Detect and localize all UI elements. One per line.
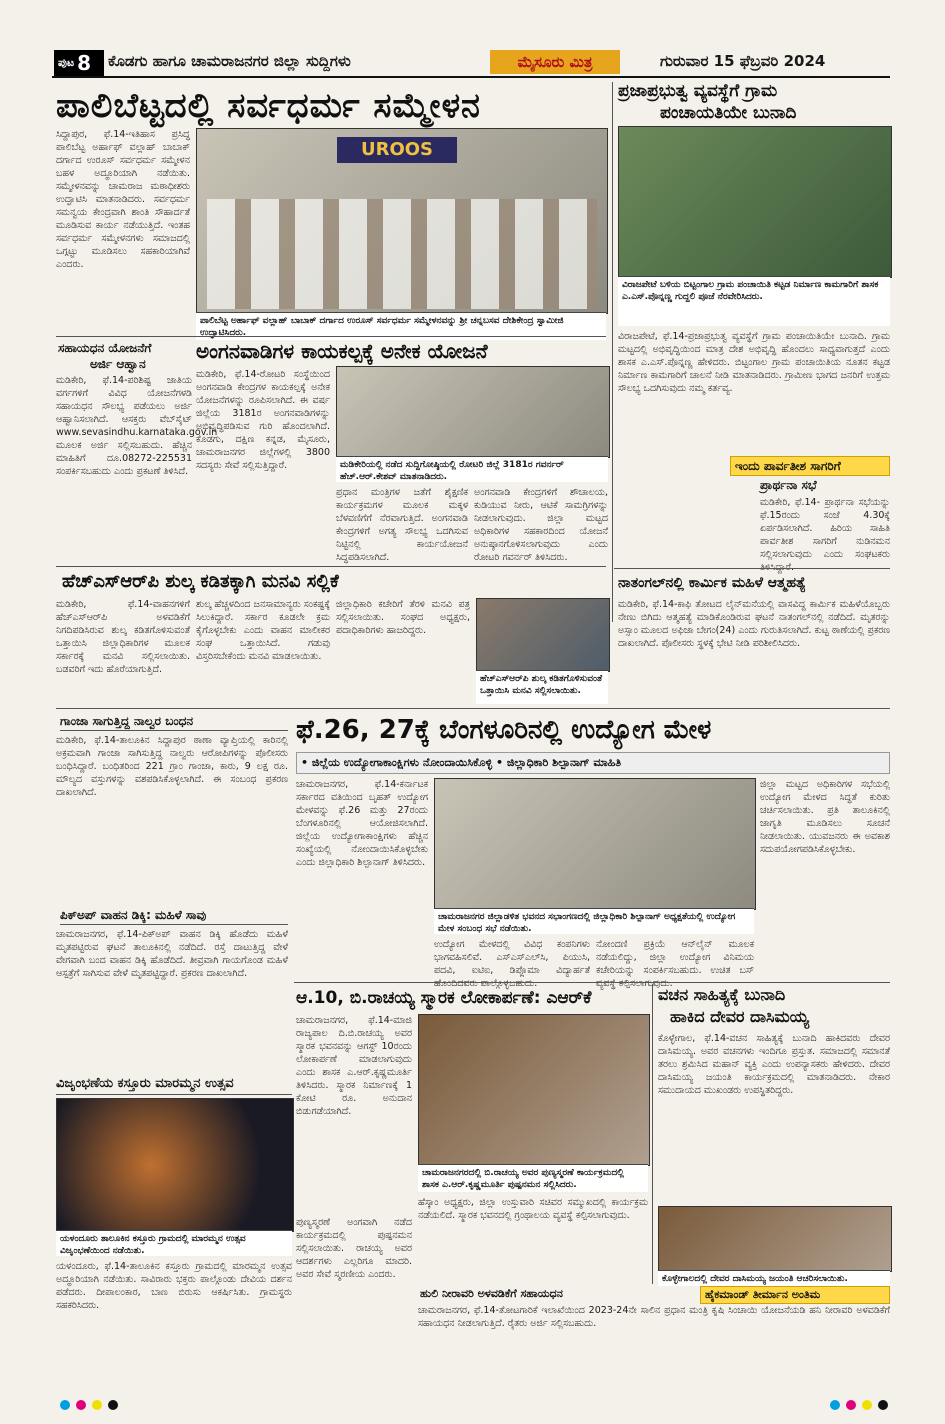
divider: [56, 566, 606, 567]
prayer-headline-2: ಪ್ರಾರ್ಥನಾ ಸಭೆ: [760, 478, 817, 492]
memorial-photo-caption: ಚಾಮರಾಜನಗರದಲ್ಲಿ ಬಿ.ರಾಚಯ್ಯ ಅವರ ಪುಣ್ಯಸ್ಮರಣೆ ಕಾರ್ಯಕ್ರಮದಲ್ಲಿ ಶಾಸಕ ಎ.ಆರ್.ಕೃಷ್ಣಮೂರ್ತಿ ಪುಷ್ಪನಮನ ಸಲ್ಲಿಸಿದರು.: [418, 1164, 648, 1192]
hsrp-col-1: ಮಡಿಕೇರಿ, ಫೆ.14-ವಾಹನಗಳಿಗೆ ಹೆಚ್‌ಎಸ್‌ಆರ್‌ಪಿ ಅಳವಡಿಕೆಗೆ ನಿಗದಿಪಡಿಸಿರುವ ಶುಲ್ಕ ಕಡಿತಗೊಳಿಸುವಂತೆ ಒತ್ತಾಯಿಸಿ ಜಿಲ್ಲಾಧಿಕಾರಿಗಳ ಮೂಲಕ ಸರ್ಕಾರಕ್ಕೆ ಮನವಿ ಸಲ್ಲಿಸಲಾಯಿತು. ಬಡವರಿಗೆ ಇದು ಹೊರೆಯಾಗುತ್ತಿದೆ.: [56, 599, 190, 675]
vachana-body: ಕೊಳ್ಳೇಗಾಲ, ಫೆ.14-ವಚನ ಸಾಹಿತ್ಯಕ್ಕೆ ಬುನಾದಿ ಹಾಕಿದವರು ದೇವರ ದಾಸಿಮಯ್ಯ. ಅವರ ವಚನಗಳು ಇಂದಿಗೂ ಪ್ರಸ್ತುತ. ಸಮಾಜದಲ್ಲಿ ಸಮಾನತೆ ತರಲು ಶ್ರಮಿಸಿದ ಮಹಾನ್ ವ್ಯಕ್ತಿ ಎಂದು ಉಪನ್ಯಾಸಕರು ಹೇಳಿದರು. ದೇವರ ದಾಸಿಮಯ್ಯ ಜಯಂತಿ ಕಾರ್ಯಕ್ರಮದಲ್ಲಿ ಮಾತನಾಡಿದರು. ನೇಕಾರ ಸಮುದಾಯದ ಮುಖಂಡರು ಉಪಸ್ಥಿತರಿದ್ದರು.: [658, 1033, 890, 1096]
highcommand-headline: ಹೈಕಮಾಂಡ್ ತೀರ್ಮಾನ ಅಂತಿಮ: [700, 1286, 890, 1304]
jobfair-col-3: ನೋಂದಣಿ ಪ್ರಕ್ರಿಯೆ ಆನ್‌ಲೈನ್ ಮೂಲಕ ನಡೆಯಲಿದ್ದು, ಜಿಲ್ಲಾ ಉದ್ಯೋಗ ವಿನಿಮಯ ಕಚೇರಿಯನ್ನು ಸಂಪರ್ಕಿಸಬಹುದು. ಉಚಿತ ಬಸ್ ವ್ಯವಸ್ಥೆ ಕಲ್ಪಿಸಲಾಗುವುದು.: [596, 939, 754, 989]
jobfair-deck: • ಜಿಲ್ಲೆಯ ಉದ್ಯೋಗಾಕಾಂಕ್ಷಿಗಳು ನೋಂದಾಯಿಸಿಕೊಳ್ಳಿ • ಜಿಲ್ಲಾಧಿಕಾರಿ ಶಿಲ್ಪಾನಾಗ್ ಮಾಹಿತಿ: [296, 752, 890, 774]
ganja-body: ಮಡಿಕೇರಿ, ಫೆ.14-ತಾಲೂಕಿನ ಸಿದ್ದಾಪುರ ಠಾಣಾ ವ್ಯಾಪ್ತಿಯಲ್ಲಿ ಕಾರಿನಲ್ಲಿ ಅಕ್ರಮವಾಗಿ ಗಾಂಜಾ ಸಾಗಿಸುತ್ತಿದ್ದ ನಾಲ್ವರು ಆರೋಪಿಗಳನ್ನು ಪೊಲೀಸರು ಬಂಧಿಸಿದ್ದಾರೆ. ಬಂಧಿತರಿಂದ 221 ಗ್ರಾಂ ಗಾಂಜಾ, ಕಾರು, 9 ಲಕ್ಷ ರೂ. ಮೌಲ್ಯದ ವಸ್ತುಗಳನ್ನು ವಶಪಡಿಸಿಕೊಳ್ಳಲಾಗಿದೆ. ಈ ಸಂಬಂಧ ಪ್ರಕರಣ ದಾಖಲಾಗಿದೆ.: [56, 735, 288, 798]
prayer-headline-1: ಇಂದು ಪಾರ್ವತೀಶ ಸಾಗರಿಗೆ: [730, 456, 890, 476]
lead-photo: [196, 128, 608, 314]
lead-headline: ಪಾಲಿಬೆಟ್ಟದಲ್ಲಿ ಸರ್ವಧರ್ಮ ಸಮ್ಮೇಳನ: [56, 86, 481, 126]
hsrp-photo: [476, 598, 610, 672]
divider: [56, 708, 890, 709]
guest-row: [207, 199, 597, 309]
anganwadi-col-2: ಪ್ರಧಾನ ಮಂತ್ರಿಗಳ ಜತೆಗೆ ಶೈಕ್ಷಣಿಕ ಕಾರ್ಯಕ್ರಮಗಳ ಮೂಲಕ ಮಕ್ಕಳ ಬೆಳವಣಿಗೆಗೆ ನೆರವಾಗುತ್ತಿದೆ. ಅಂಗನವಾಡಿ ಕೇಂದ್ರಗಳಿಗೆ ಅಗತ್ಯ ಸೌಲಭ್ಯ ಒದಗಿಸುವ ನಿಟ್ಟಿನಲ್ಲಿ ಕಾರ್ಯಯೋಜನೆ ಸಿದ್ಧಪಡಿಸಲಾಗಿದೆ.: [336, 487, 468, 563]
page-number-box: [54, 50, 104, 76]
hsrp-col-3: ಜಿಲ್ಲಾಧಿಕಾರಿ ಕಚೇರಿಗೆ ತೆರಳಿ ಮನವಿ ಪತ್ರ ಸಲ್ಲಿಸಲಾಯಿತು. ಸಂಘದ ಅಧ್ಯಕ್ಷರು, ಪದಾಧಿಕಾರಿಗಳು ಹಾಜರಿದ್ದರು.: [336, 599, 470, 636]
jobfair-col-1: ಚಾಮರಾಜನಗರ, ಫೆ.14-ಕರ್ನಾಟಕ ಸರ್ಕಾರದ ವತಿಯಿಂದ ಬೃಹತ್ ಉದ್ಯೋಗ ಮೇಳವನ್ನು ಫೆ.26 ಮತ್ತು 27ರಂದು ಬೆಂಗಳೂರಿನಲ್ಲಿ ಆಯೋಜಿಸಲಾಗಿದೆ. ಜಿಲ್ಲೆಯ ಉದ್ಯೋಗಾಕಾಂಕ್ಷಿಗಳು ಹೆಚ್ಚಿನ ಸಂಖ್ಯೆಯಲ್ಲಿ ನೋಂದಾಯಿಸಿಕೊಳ್ಳಬೇಕು ಎಂದು ಜಿಲ್ಲಾಧಿಕಾರಿ ಶಿಲ್ಪಾನಾಗ್ ತಿಳಿಸಿದರು.: [296, 779, 428, 868]
pickup-headline: ಪಿಕ್‌ಅಪ್ ವಾಹನ ಡಿಕ್ಕಿ: ಮಹಿಳೆ ಸಾವು: [60, 906, 288, 925]
prayer-body: ಮಡಿಕೇರಿ, ಫೆ.14- ಪ್ರಾರ್ಥನಾ ಸಭೆಯನ್ನು ಫೆ.15ರಂದು ಸಂಜೆ 4.30ಕ್ಕೆ ಏರ್ಪಡಿಸಲಾಗಿದೆ. ಹಿರಿಯ ಸಾಹಿತಿ ಪಾರ್ವತೀಶ ಸಾಗರಿಗೆ ನುಡಿನಮನ ಸಲ್ಲಿಸಲಾಗುವುದು ಎಂದು ಸಂಘಟಕರು ತಿಳಿಸಿದ್ದಾರೆ.: [760, 497, 890, 573]
page-number: 8: [77, 51, 92, 75]
registration-mark: [76, 1400, 86, 1410]
vachana-photo: [658, 1206, 892, 1272]
divider: [614, 568, 890, 569]
irrigation-body: ಚಾಮರಾಜನಗರ, ಫೆ.14-ತೋಟಗಾರಿಕೆ ಇಲಾಖೆಯಿಂದ 2023-24ನೇ ಸಾಲಿನ ಪ್ರಧಾನ ಮಂತ್ರಿ ಕೃಷಿ ಸಿಂಚಾಯಿ ಯೋಜನೆಯಡಿ ಹನಿ ನೀರಾವರಿ ಅಳವಡಿಕೆಗೆ ಸಹಾಯಧನ ನೀಡಲಾಗುತ್ತಿದೆ. ರೈತರು ಅರ್ಜಿ ಸಲ್ಲಿಸಬಹುದು.: [418, 1305, 890, 1329]
panchayat-headline-1: ಪ್ರಜಾಪ್ರಭುತ್ವ ವ್ಯವಸ್ಥೆಗೆ ಗ್ರಾಮ: [618, 81, 778, 101]
page-label: ಪುಟ: [58, 56, 75, 69]
registration-mark: [862, 1400, 872, 1410]
newspaper-name: ಮೈಸೂರು ಮಿತ್ರ: [490, 50, 620, 74]
divider: [56, 336, 606, 337]
jobfair-col-2: ಉದ್ಯೋಗ ಮೇಳದಲ್ಲಿ ವಿವಿಧ ಕಂಪನಿಗಳು ಭಾಗವಹಿಸಲಿವೆ. ಎಸ್‌ಎಸ್‌ಎಲ್‌ಸಿ, ಪಿಯುಸಿ, ಪದವಿ, ಐಟಿಐ, ಡಿಪ್ಲೊಮಾ ವಿದ್ಯಾರ್ಹತೆ ಹೊಂದಿದವರು ಪಾಲ್ಗೊಳ್ಳಬಹುದು.: [434, 939, 590, 989]
anganwadi-photo: [336, 366, 610, 458]
kasturi-body: ಯಳಂದೂರು, ಫೆ.14-ತಾಲೂಕಿನ ಕಸ್ತೂರು ಗ್ರಾಮದಲ್ಲಿ ಮಾರಮ್ಮನ ಉತ್ಸವ ಅದ್ಧೂರಿಯಾಗಿ ನಡೆಯಿತು. ಸಾವಿರಾರು ಭಕ್ತರು ಪಾಲ್ಗೊಂಡು ದೇವಿಯ ದರ್ಶನ ಪಡೆದರು. ದೀಪಾಲಂಕಾರ, ಬಾಣ ಬಿರುಸು ಆಕರ್ಷಿಸಿತು. ಗ್ರಾಮಸ್ಥರು ಸಹಕರಿಸಿದರು.: [56, 1261, 292, 1311]
lead-photo-caption: ಪಾಲಿಬೆಟ್ಟ ಅರ್ಹಾಫ್ ವಲ್ಲಾಹ್ ಬಾಬಾಕ್ ದರ್ಗಾದ ಉರೂಸ್ ಸರ್ವಧರ್ಮ ಸಮ್ಮೇಳನವನ್ನು ಶ್ರೀ ಚನ್ನಬಸವ ದೇಶಿಕೇಂದ್ರ ಸ್ವಾಮೀಜಿ ಉದ್ಘಾಟಿಸಿದರು.: [196, 312, 606, 340]
kasturi-photo: [56, 1098, 294, 1232]
kasturi-headline: ವಿಜೃಂಭಣೆಯ ಕಸ್ತೂರು ಮಾರಮ್ಮನ ಉತ್ಸವ: [56, 1074, 292, 1095]
section-title: ಕೊಡಗು ಹಾಗೂ ಚಾಮರಾಜನಗರ ಜಿಲ್ಲಾ ಸುದ್ದಿಗಳು: [108, 52, 351, 70]
hsrp-headline: ಹೆಚ್‌ಎಸ್‌ಆರ್‌ಪಿ ಶುಲ್ಕ ಕಡಿತಕ್ಕಾಗಿ ಮನವಿ ಸಲ್ಲಿಕೆ: [62, 571, 339, 592]
registration-mark: [92, 1400, 102, 1410]
hsrp-col-2: ಶುಲ್ಕ ಹೆಚ್ಚಳದಿಂದ ಜನಸಾಮಾನ್ಯರು ಸಂಕಷ್ಟಕ್ಕೆ ಸಿಲುಕಿದ್ದಾರೆ. ಸರ್ಕಾರ ಕೂಡಲೇ ಕ್ರಮ ಕೈಗೊಳ್ಳಬೇಕು ಎಂದು ವಾಹನ ಮಾಲೀಕರ ಸಂಘ ಒತ್ತಾಯಿಸಿದೆ. ಗಡುವು ವಿಸ್ತರಿಸಬೇಕೆಂದು ಮನವಿ ಮಾಡಲಾಯಿತು.: [196, 599, 330, 662]
column-divider: [612, 82, 613, 622]
jobfair-headline: ಫೆ.26, 27ಕ್ಕೆ ಬೆಂಗಳೂರಿನಲ್ಲಿ ಉದ್ಯೋಗ ಮೇಳ: [296, 715, 712, 745]
registration-mark: [878, 1400, 888, 1410]
suicide-body: ಮಡಿಕೇರಿ, ಫೆ.14-ಕಾಫಿ ತೋಟದ ಲೈನ್‌ಮನೆಯಲ್ಲಿ ವಾಸವಿದ್ದ ಕಾರ್ಮಿಕ ಮಹಿಳೆಯೊಬ್ಬರು ನೇಣು ಬಿಗಿದು ಆತ್ಮಹತ್ಯೆ ಮಾಡಿಕೊಂಡಿರುವ ಘಟನೆ ನಾತಂಗಲ್‌ನಲ್ಲಿ ನಡೆದಿದೆ. ಮೃತರನ್ನು ಅಸ್ಸಾಂ ಮೂಲದ ಅಫಿಜಾ ಬೇಗಂ(24) ಎಂದು ಗುರುತಿಸಲಾಗಿದೆ. ಕುಟ್ಟ ಠಾಣೆಯಲ್ಲಿ ಪ್ರಕರಣ ದಾಖಲಾಗಿದೆ. ಪೊಲೀಸರು ಸ್ಥಳಕ್ಕೆ ಭೇಟಿ ನೀಡಿ ಪರಿಶೀಲಿಸಿದರು.: [618, 599, 890, 649]
panchayat-headline-2: ಪಂಚಾಯತಿಯೇ ಬುನಾದಿ: [660, 103, 797, 123]
anganwadi-col-1: ಮಡಿಕೇರಿ, ಫೆ.14-ರೋಟರಿ ಸಂಸ್ಥೆಯಿಂದ ಅಂಗನವಾಡಿ ಕೇಂದ್ರಗಳ ಕಾಯಕಲ್ಪಕ್ಕೆ ಅನೇಕ ಯೋಜನೆಗಳನ್ನು ರೂಪಿಸಲಾಗಿದೆ. ಈ ವರ್ಷ ಜಿಲ್ಲೆಯ 3181ರ ಅಂಗನವಾಡಿಗಳನ್ನು ಅಭಿವೃದ್ಧಿಪಡಿಸುವ ಗುರಿ ಹೊಂದಲಾಗಿದೆ. ಕೊಡಗು, ದಕ್ಷಿಣ ಕನ್ನಡ, ಮೈಸೂರು, ಚಾಮರಾಜನಗರ ಜಿಲ್ಲೆಗಳಲ್ಲಿ 3800 ಸದಸ್ಯರು ಸೇವೆ ಸಲ್ಲಿಸುತ್ತಿದ್ದಾರೆ.: [196, 369, 330, 471]
jobfair-photo: [434, 778, 756, 910]
registration-mark: [846, 1400, 856, 1410]
issue-date: ಗುರುವಾರ 15 ಫೆಬ್ರವರಿ 2024: [660, 52, 826, 70]
kasturi-photo-caption: ಯಳಂದೂರು ತಾಲೂಕಿನ ಕಸ್ತೂರು ಗ್ರಾಮದಲ್ಲಿ ಮಾರಮ್ಮನ ಉತ್ಸವ ವಿಜೃಂಭಣೆಯಿಂದ ನಡೆಯಿತು.: [56, 1230, 292, 1256]
pickup-body: ಚಾಮರಾಜನಗರ, ಫೆ.14-ಪಿಕ್‌ಅಪ್ ವಾಹನ ಡಿಕ್ಕಿ ಹೊಡೆದು ಮಹಿಳೆ ಮೃತಪಟ್ಟಿರುವ ಘಟನೆ ತಾಲೂಕಿನಲ್ಲಿ ನಡೆದಿದೆ. ರಸ್ತೆ ದಾಟುತ್ತಿದ್ದ ವೇಳೆ ವೇಗವಾಗಿ ಬಂದ ವಾಹನ ಡಿಕ್ಕಿ ಹೊಡೆದಿದೆ. ತೀವ್ರವಾಗಿ ಗಾಯಗೊಂಡ ಮಹಿಳೆ ಆಸ್ಪತ್ರೆಗೆ ಸಾಗಿಸುವ ವೇಳೆ ಮೃತಪಟ್ಟಿದ್ದಾರೆ. ಪ್ರಕರಣ ದಾಖಲಾಗಿದೆ.: [56, 929, 288, 979]
column-divider: [652, 984, 653, 1284]
memorial-col-2: ಪುಣ್ಯಸ್ಮರಣೆ ಅಂಗವಾಗಿ ನಡೆದ ಕಾರ್ಯಕ್ರಮದಲ್ಲಿ ಪುಷ್ಪನಮನ ಸಲ್ಲಿಸಲಾಯಿತು. ರಾಚಯ್ಯ ಅವರ ಆದರ್ಶಗಳು ಎಲ್ಲರಿಗೂ ಮಾದರಿ. ಅವರ ಸೇವೆ ಸ್ಮರಣೀಯ ಎಂದರು.: [296, 1217, 412, 1280]
ganja-headline: ಗಾಂಜಾ ಸಾಗುತ್ತಿದ್ದ ನಾಲ್ವರ ಬಂಧನ: [60, 712, 288, 731]
panchayat-body: ವಿರಾಜಪೇಟೆ, ಫೆ.14-ಪ್ರಜಾಪ್ರಭುತ್ವ ವ್ಯವಸ್ಥೆಗೆ ಗ್ರಾಮ ಪಂಚಾಯಿತಿಯೇ ಬುನಾದಿ. ಗ್ರಾಮ ಮಟ್ಟದಲ್ಲಿ ಅಭಿವೃದ್ಧಿಯಿಂದ ಮಾತ್ರ ದೇಶ ಅಭಿವೃದ್ಧಿ ಹೊಂದಲು ಸಾಧ್ಯವಾಗುತ್ತದೆ ಎಂದು ಶಾಸಕ ಎ.ಎಸ್.ಪೊನ್ನಣ್ಣ ಹೇಳಿದರು. ಬಿಟ್ಟಂಗಾಲ ಗ್ರಾಮ ಪಂಚಾಯಿತಿಯ ನೂತನ ಕಟ್ಟಡ ನಿರ್ಮಾಣ ಕಾಮಗಾರಿಗೆ ಚಾಲನೆ ನೀಡಿ ಮಾತನಾಡಿದರು. ಗ್ರಾಮೀಣ ಭಾಗದ ಜನರಿಗೆ ಉತ್ತಮ ಸೌಲಭ್ಯ ಒದಗಿಸುವುದು ನಮ್ಮ ಕರ್ತವ್ಯ.: [618, 331, 890, 394]
vachana-headline-2: ಹಾಕಿದ ದೇವರ ದಾಸಿಮಯ್ಯ: [670, 1007, 810, 1026]
jobfair-photo-caption: ಚಾಮರಾಜನಗರ ಜಿಲ್ಲಾಡಳಿತ ಭವನದ ಸಭಾಂಗಣದಲ್ಲಿ ಜಿಲ್ಲಾಧಿಕಾರಿ ಶಿಲ್ಪಾನಾಗ್ ಅಧ್ಯಕ್ಷತೆಯಲ್ಲಿ ಉದ್ಯೋಗ ಮೇಳ ಸಂಬಂಧ ಸಭೆ ನಡೆಯಿತು.: [434, 908, 754, 934]
jobfair-col-4: ಜಿಲ್ಲಾ ಮಟ್ಟದ ಅಧಿಕಾರಿಗಳ ಸಭೆಯಲ್ಲಿ ಉದ್ಯೋಗ ಮೇಳದ ಸಿದ್ಧತೆ ಕುರಿತು ಚರ್ಚಿಸಲಾಯಿತು. ಪ್ರತಿ ತಾಲೂಕಿನಲ್ಲಿ ಜಾಗೃತಿ ಮೂಡಿಸಲು ಸೂಚನೆ ನೀಡಲಾಯಿತು. ಯುವಜನರು ಈ ಅವಕಾಶ ಸದುಪಯೋಗಪಡಿಸಿಕೊಳ್ಳಬೇಕು.: [760, 779, 890, 855]
scheme-headline-2: ಅರ್ಜಿ ಆಹ್ವಾನ: [90, 357, 146, 371]
scheme-body: ಮಡಿಕೇರಿ, ಫೆ.14-ಪರಿಶಿಷ್ಟ ಜಾತಿಯ ವರ್ಗಗಳಿಗೆ ವಿವಿಧ ಯೋಜನೆಗಳಡಿ ಸಹಾಯಧನ ಸೌಲಭ್ಯ ಪಡೆಯಲು ಅರ್ಜಿ ಆಹ್ವಾನಿಸಲಾಗಿದೆ. ಆಸಕ್ತರು ವೆಬ್‌ಸೈಟ್ www.sevasindhu.karnataka.gov.in ಮೂಲಕ ಅರ್ಜಿ ಸಲ್ಲಿಸಬಹುದು. ಹೆಚ್ಚಿನ ಮಾಹಿತಿಗೆ ದೂ.08272-225531 ಸಂಪರ್ಕಿಸಬಹುದು ಎಂದು ಪ್ರಕಟಣೆ ತಿಳಿಸಿದೆ.: [56, 375, 218, 477]
vachana-headline-1: ವಚನ ಸಾಹಿತ್ಯಕ್ಕೆ ಬುನಾದಿ: [658, 985, 786, 1004]
irrigation-headline: ಹುಲಿ ನೀರಾವರಿ ಅಳವಡಿಕೆಗೆ ಸಹಾಯಧನ: [420, 1287, 563, 1300]
anganwadi-photo-caption: ಮಡಿಕೇರಿಯಲ್ಲಿ ನಡೆದ ಸುದ್ದಿಗೋಷ್ಠಿಯಲ್ಲಿ ರೋಟರಿ ಜಿಲ್ಲೆ 3181ರ ಗವರ್ನರ್ ಹೆಚ್.ಆರ್.ಕೇಶವ್ ಮಾತನಾಡಿದರು.: [336, 456, 608, 482]
memorial-col-3: ಹೆಸ್ಕಾಂ ಅಧ್ಯಕ್ಷರು, ಜಿಲ್ಲಾ ಉಸ್ತುವಾರಿ ಸಚಿವರ ಸಮ್ಮುಖದಲ್ಲಿ ಕಾರ್ಯಕ್ರಮ ನಡೆಯಲಿದೆ. ಸ್ಮಾರಕ ಭವನದಲ್ಲಿ ಗ್ರಂಥಾಲಯ ವ್ಯವಸ್ಥೆ ಕಲ್ಪಿಸಲಾಗುವುದು.: [418, 1197, 648, 1221]
lead-col-1: ಸಿದ್ದಾಪುರ, ಫೆ.14-ಇತಿಹಾಸ ಪ್ರಸಿದ್ಧ ಪಾಲಿಬೆಟ್ಟ ಅರ್ಹಾಫ್ ವಲ್ಲಾಹ್ ಬಾಬಾಕ್ ದರ್ಗಾದ ಉರೂಸ್ ಸರ್ವಧರ್ಮ ಸಮ್ಮೇಳನ ಬಹಳ ಅದ್ಧೂರಿಯಾಗಿ ನಡೆಯಿತು. ಸಮ್ಮೇಳನವನ್ನು ಚಾಮರಾಜ ಮಠಾಧೀಶರು ಉದ್ಘಾಟಿಸಿ ಮಾತನಾಡಿದರು. ಸರ್ವಧರ್ಮ ಸಮನ್ವಯ ಕೇಂದ್ರವಾಗಿ ಶಾಂತಿ ಸೌಹಾರ್ದತೆ ಮೂಡಿಸುವ ಕಾರ್ಯ ನಡೆಯುತ್ತಿದೆ. ಇಂತಹ ಸರ್ವಧರ್ಮ ಸಮ್ಮೇಳನಗಳು ಸಮಾಜದಲ್ಲಿ ಒಗ್ಗಟ್ಟು ಮೂಡಿಸಲು ಸಹಕಾರಿಯಾಗಿವೆ ಎಂದರು.: [56, 129, 190, 270]
panchayat-photo: [618, 126, 892, 278]
uroos-banner: UROOS: [337, 137, 457, 163]
anganwadi-headline: ಅಂಗನವಾಡಿಗಳ ಕಾಯಕಲ್ಪಕ್ಕೆ ಅನೇಕ ಯೋಜನೆ: [196, 339, 488, 363]
memorial-headline: ಆ.10, ಬಿ.ರಾಚಯ್ಯ ಸ್ಮಾರಕ ಲೋಕಾರ್ಪಣೆ: ಎಆರ್‌ಕೆ: [296, 988, 592, 1008]
scheme-headline-1: ಸಹಾಯಧನ ಯೋಜನೆಗೆ: [58, 341, 152, 355]
panchayat-photo-caption: ವಿರಾಜಪೇಟೆ ಬಳಿಯ ಬಿಟ್ಟಂಗಾಲ ಗ್ರಾಮ ಪಂಚಾಯಿತಿ ಕಟ್ಟಡ ನಿರ್ಮಾಣ ಕಾಮಗಾರಿಗೆ ಶಾಸಕ ಎ.ಎಸ್.ಪೊನ್ನಣ್ಣ ಗುದ್ದಲಿ ಪೂಜೆ ನೆರವೇರಿಸಿದರು.: [618, 276, 890, 326]
memorial-col-1: ಚಾಮರಾಜನಗರ, ಫೆ.14-ಮಾಜಿ ರಾಜ್ಯಪಾಲ ದಿ.ಬಿ.ರಾಚಯ್ಯ ಅವರ ಸ್ಮಾರಕ ಭವನವನ್ನು ಆಗಸ್ಟ್ 10ರಂದು ಲೋಕಾರ್ಪಣೆ ಮಾಡಲಾಗುವುದು ಎಂದು ಶಾಸಕ ಎ.ಆರ್.ಕೃಷ್ಣಮೂರ್ತಿ ತಿಳಿಸಿದರು. ಸ್ಮಾರಕ ನಿರ್ಮಾಣಕ್ಕೆ 1 ಕೋಟಿ ರೂ. ಅನುದಾನ ಬಿಡುಗಡೆಯಾಗಿದೆ.: [296, 1015, 412, 1117]
registration-mark: [108, 1400, 118, 1410]
divider: [294, 982, 890, 983]
vachana-photo-caption: ಕೊಳ್ಳೇಗಾಲದಲ್ಲಿ ದೇವರ ದಾಸಿಮಯ್ಯ ಜಯಂತಿ ಆಚರಿಸಲಾಯಿತು.: [658, 1270, 890, 1286]
registration-mark: [60, 1400, 70, 1410]
hsrp-photo-caption: ಹೆಚ್‌ಎಸ್‌ಆರ್‌ಪಿ ಶುಲ್ಕ ಕಡಿತಗೊಳಿಸುವಂತೆ ಒತ್ತಾಯಿಸಿ ಮನವಿ ಸಲ್ಲಿಸಲಾಯಿತು.: [476, 670, 608, 704]
anganwadi-col-3: ಅಂಗನವಾಡಿ ಕೇಂದ್ರಗಳಿಗೆ ಶೌಚಾಲಯ, ಕುಡಿಯುವ ನೀರು, ಆಟಿಕೆ ಸಾಮಗ್ರಿಗಳನ್ನು ನೀಡಲಾಗುವುದು. ಜಿಲ್ಲಾ ಮಟ್ಟದ ಅಧಿಕಾರಿಗಳ ಸಹಕಾರದಿಂದ ಯೋಜನೆ ಅನುಷ್ಠಾನಗೊಳಿಸಲಾಗುವುದು ಎಂದು ರೋಟರಿ ಗವರ್ನರ್ ತಿಳಿಸಿದರು.: [474, 487, 608, 563]
registration-mark: [830, 1400, 840, 1410]
suicide-headline: ನಾತಂಗಲ್‌ನಲ್ಲಿ ಕಾರ್ಮಿಕ ಮಹಿಳೆ ಆತ್ಮಹತ್ಯೆ: [618, 575, 806, 591]
memorial-photo: [418, 1014, 650, 1166]
